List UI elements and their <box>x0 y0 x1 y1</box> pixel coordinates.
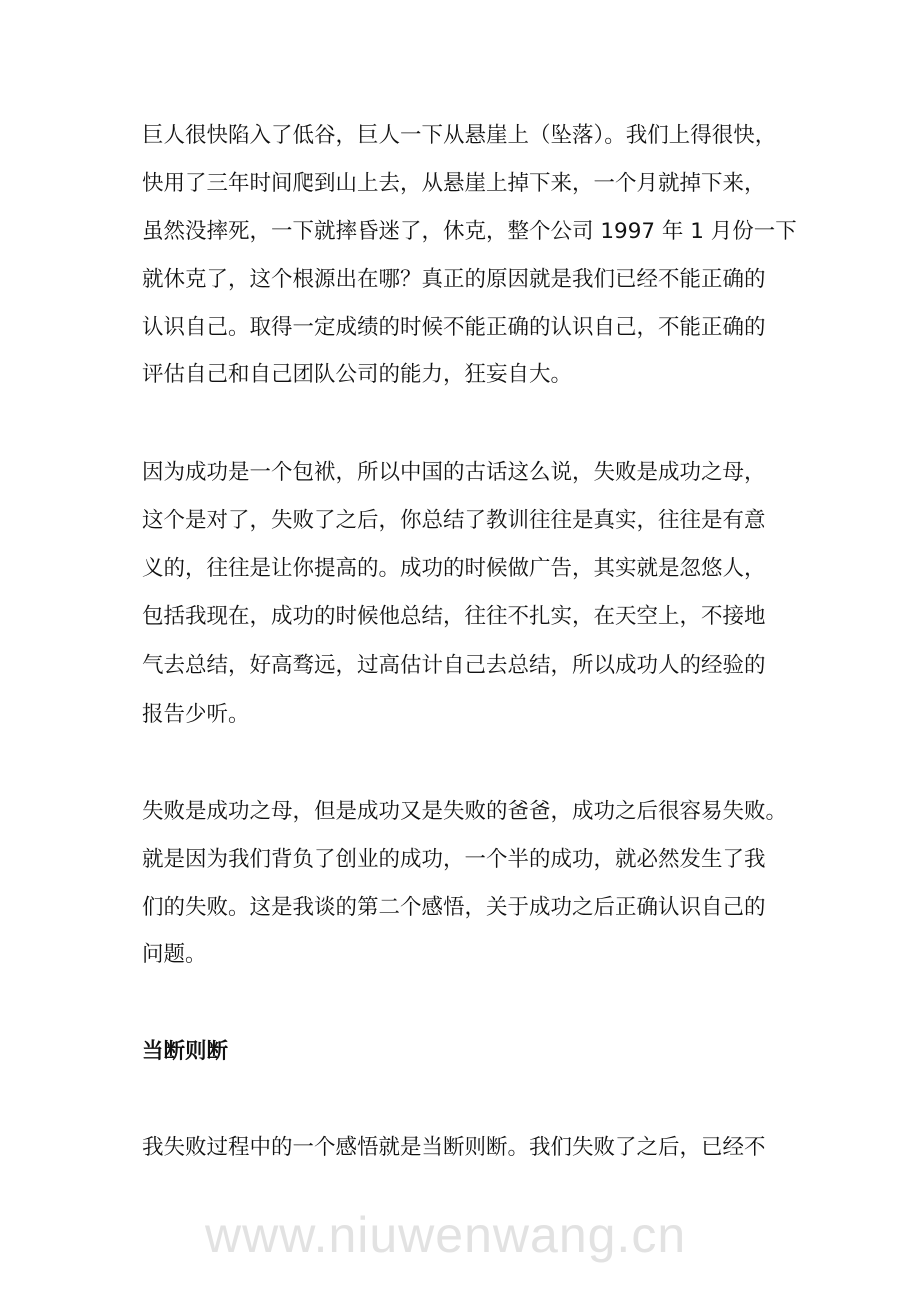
text-line: 义的，往往是让你提高的。成功的时候做广告，其实就是忽悠人， <box>142 556 766 581</box>
watermark: www.niuwenwang.cn <box>205 1207 687 1263</box>
text-line: 就是因为我们背负了创业的成功，一个半的成功，就必然发生了我 <box>142 847 766 872</box>
text-line: 就休克了，这个根源出在哪？真正的原因就是我们已经不能正确的 <box>142 267 766 292</box>
section-heading: 当断则断 <box>142 1039 229 1064</box>
text-line: 虽然没摔死，一下就摔昏迷了，休克，整个公司 1997 年 1 月份一下 <box>142 219 797 244</box>
text-line: 这个是对了，失败了之后，你总结了教训往往是真实，往往是有意 <box>142 508 766 533</box>
text-line: 评估自己和自己团队公司的能力，狂妄自大。 <box>142 362 573 387</box>
text-line: 快用了三年时间爬到山上去，从悬崖上掉下来，一个月就掉下来， <box>142 171 766 196</box>
text-line: 气去总结，好高骛远，过高估计自己去总结，所以成功人的经验的 <box>142 653 766 678</box>
text-line: 因为成功是一个包袱，所以中国的古话这么说，失败是成功之母， <box>142 460 766 485</box>
text-line: 认识自己。取得一定成绩的时候不能正确的认识自己，不能正确的 <box>142 315 766 340</box>
text-line: 我失败过程中的一个感悟就是当断则断。我们失败了之后，已经不 <box>142 1135 766 1160</box>
text-line: 包括我现在，成功的时候他总结，往往不扎实，在天空上，不接地 <box>142 604 766 629</box>
text-line: 失败是成功之母，但是成功又是失败的爸爸，成功之后很容易失败。 <box>142 799 788 824</box>
text-line: 巨人很快陷入了低谷，巨人一下从悬崖上（坠落）。我们上得很快， <box>142 123 777 148</box>
text-line: 报告少听。 <box>142 702 250 727</box>
text-line: 问题。 <box>142 942 207 967</box>
text-line: 们的失败。这是我谈的第二个感悟，关于成功之后正确认识自己的 <box>142 895 766 920</box>
